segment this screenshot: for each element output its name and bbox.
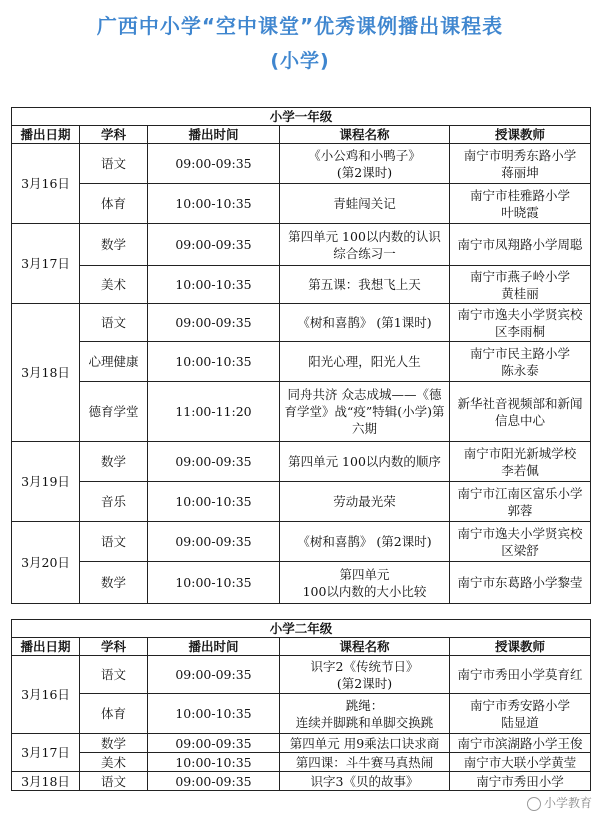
subject-cell: 美术 bbox=[80, 753, 148, 772]
subject-cell: 数学 bbox=[80, 442, 148, 482]
header-row bbox=[12, 126, 591, 144]
teacher-cell: 南宁市东葛路小学黎莹 bbox=[450, 562, 591, 604]
watermark-text: 小学教育 bbox=[543, 796, 592, 810]
time-cell: 09:00-09:35 bbox=[148, 772, 280, 791]
course-cell: 青蛙闯关记 bbox=[280, 184, 450, 224]
header-subject: 学科 bbox=[80, 638, 148, 656]
teacher-cell: 南宁市燕子岭小学 黄桂丽 bbox=[450, 266, 591, 304]
teacher-cell: 南宁市大联小学黄莹 bbox=[450, 753, 591, 772]
date-cell: 3月16日 bbox=[12, 144, 80, 224]
course-cell: 第四单元 用9乘法口诀求商 bbox=[280, 734, 450, 753]
table-row bbox=[12, 772, 591, 791]
teacher-cell: 南宁市凤翔路小学周聪 bbox=[450, 224, 591, 266]
subject-cell: 语文 bbox=[80, 772, 148, 791]
table-row bbox=[12, 382, 591, 442]
grade-section-row bbox=[12, 620, 591, 638]
teacher-cell: 南宁市逸夫小学贤宾校 区梁舒 bbox=[450, 522, 591, 562]
time-cell: 09:00-09:35 bbox=[148, 224, 280, 266]
date-cell: 3月17日 bbox=[12, 734, 80, 772]
course-cell: 阳光心理，阳光人生 bbox=[280, 342, 450, 382]
page-title: 广西中小学“空中课堂”优秀课例播出课程表 bbox=[96, 14, 504, 38]
time-cell: 10:00-10:35 bbox=[148, 184, 280, 224]
header-course: 课程名称 bbox=[280, 638, 450, 656]
watermark-logo-icon bbox=[527, 797, 541, 811]
table-row bbox=[12, 266, 591, 304]
time-cell: 10:00-10:35 bbox=[148, 482, 280, 522]
table-row bbox=[12, 342, 591, 382]
teacher-cell: 南宁市民主路小学 陈永泰 bbox=[450, 342, 591, 382]
course-cell: 《小公鸡和小鸭子》 (第2课时) bbox=[280, 144, 450, 184]
table-row bbox=[12, 482, 591, 522]
subject-cell: 音乐 bbox=[80, 482, 148, 522]
course-cell: 第四课：斗牛赛马真热闹 bbox=[280, 753, 450, 772]
teacher-cell: 南宁市逸夫小学贤宾校 区李雨桐 bbox=[450, 304, 591, 342]
course-cell: 第四单元 100以内数的大小比较 bbox=[280, 562, 450, 604]
time-cell: 09:00-09:35 bbox=[148, 522, 280, 562]
course-cell: 跳绳： 连续并脚跳和单脚交换跳 bbox=[280, 694, 450, 734]
course-cell: 识字3《贝的故事》 bbox=[280, 772, 450, 791]
teacher-cell: 南宁市秀田小学莫育红 bbox=[450, 656, 591, 694]
course-cell: 第四单元 100以内数的顺序 bbox=[280, 442, 450, 482]
table-row bbox=[12, 656, 591, 694]
table-row bbox=[12, 562, 591, 604]
time-cell: 09:00-09:35 bbox=[148, 304, 280, 342]
course-cell: 同舟共济 众志成城——《德育学堂》战“疫”特辑(小学)第六期 bbox=[280, 382, 450, 442]
schedule-table-grade2 bbox=[11, 619, 591, 791]
table-row bbox=[12, 522, 591, 562]
subject-cell: 体育 bbox=[80, 694, 148, 734]
time-cell: 09:00-09:35 bbox=[148, 442, 280, 482]
subject-cell: 美术 bbox=[80, 266, 148, 304]
time-cell: 10:00-10:35 bbox=[148, 342, 280, 382]
grade-label: 小学二年级 bbox=[12, 620, 591, 638]
subject-cell: 语文 bbox=[80, 304, 148, 342]
table-row bbox=[12, 734, 591, 753]
table-row bbox=[12, 753, 591, 772]
subject-cell: 语文 bbox=[80, 522, 148, 562]
teacher-cell: 南宁市江南区富乐小学 郭蓉 bbox=[450, 482, 591, 522]
time-cell: 10:00-10:35 bbox=[148, 266, 280, 304]
page-subtitle: (小学) bbox=[270, 50, 330, 72]
header-subject: 学科 bbox=[80, 126, 148, 144]
subject-cell: 数学 bbox=[80, 224, 148, 266]
teacher-cell: 南宁市桂雅路小学 叶晓霞 bbox=[450, 184, 591, 224]
subject-cell: 数学 bbox=[80, 562, 148, 604]
course-cell: 第五课：我想飞上天 bbox=[280, 266, 450, 304]
table-row bbox=[12, 144, 591, 184]
header-date: 播出日期 bbox=[12, 638, 80, 656]
date-cell: 3月19日 bbox=[12, 442, 80, 522]
table-row bbox=[12, 694, 591, 734]
subject-cell: 体育 bbox=[80, 184, 148, 224]
course-cell: 《树和喜鹊》 (第1课时) bbox=[280, 304, 450, 342]
date-cell: 3月20日 bbox=[12, 522, 80, 604]
time-cell: 09:00-09:35 bbox=[148, 734, 280, 753]
watermark bbox=[527, 794, 592, 811]
subject-cell: 语文 bbox=[80, 144, 148, 184]
table-row bbox=[12, 304, 591, 342]
subject-cell: 心理健康 bbox=[80, 342, 148, 382]
time-cell: 10:00-10:35 bbox=[148, 562, 280, 604]
subject-cell: 语文 bbox=[80, 656, 148, 694]
time-cell: 11:00-11:20 bbox=[148, 382, 280, 442]
time-cell: 10:00-10:35 bbox=[148, 694, 280, 734]
header-row bbox=[12, 638, 591, 656]
grade-section-row bbox=[12, 108, 591, 126]
table-row bbox=[12, 224, 591, 266]
schedule-table-grade1 bbox=[11, 107, 591, 604]
subject-cell: 德育学堂 bbox=[80, 382, 148, 442]
course-cell: 识字2《传统节日》 (第2课时) bbox=[280, 656, 450, 694]
header-time: 播出时间 bbox=[148, 638, 280, 656]
teacher-cell: 新华社音视频部和新闻 信息中心 bbox=[450, 382, 591, 442]
teacher-cell: 南宁市明秀东路小学 蒋丽坤 bbox=[450, 144, 591, 184]
course-cell: 第四单元 100以内数的认识综合练习一 bbox=[280, 224, 450, 266]
grade-label: 小学一年级 bbox=[12, 108, 591, 126]
header-date: 播出日期 bbox=[12, 126, 80, 144]
header-teacher: 授课教师 bbox=[450, 126, 591, 144]
table-row bbox=[12, 184, 591, 224]
date-cell: 3月16日 bbox=[12, 656, 80, 734]
time-cell: 09:00-09:35 bbox=[148, 144, 280, 184]
teacher-cell: 南宁市阳光新城学校 李若佩 bbox=[450, 442, 591, 482]
header-course: 课程名称 bbox=[280, 126, 450, 144]
header-teacher: 授课教师 bbox=[450, 638, 591, 656]
teacher-cell: 南宁市秀田小学 bbox=[450, 772, 591, 791]
course-cell: 《树和喜鹊》 (第2课时) bbox=[280, 522, 450, 562]
date-cell: 3月18日 bbox=[12, 772, 80, 791]
header-time: 播出时间 bbox=[148, 126, 280, 144]
course-cell: 劳动最光荣 bbox=[280, 482, 450, 522]
date-cell: 3月17日 bbox=[12, 224, 80, 304]
subject-cell: 数学 bbox=[80, 734, 148, 753]
table-row bbox=[12, 442, 591, 482]
date-cell: 3月18日 bbox=[12, 304, 80, 442]
time-cell: 10:00-10:35 bbox=[148, 753, 280, 772]
teacher-cell: 南宁市滨湖路小学王俊 bbox=[450, 734, 591, 753]
teacher-cell: 南宁市秀安路小学 陆显道 bbox=[450, 694, 591, 734]
time-cell: 09:00-09:35 bbox=[148, 656, 280, 694]
